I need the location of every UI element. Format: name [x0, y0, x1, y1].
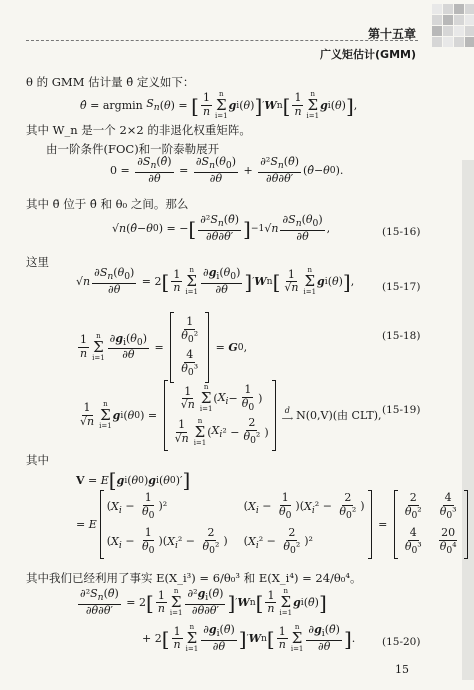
equation-15-20-line2: + 2 [ $\frac{1}{n}$ n Σ i=1 $\frac{\partial g_i(\thetā)}{\partial\theta}$ ] ′ W n [ $\frac{1}{n}$ n Σ i=1 $\frac{\partial g_i(\thetā)}{\partial\theta}$ ] . [142, 623, 356, 654]
equation-v-def: V = E [ g i ( θ 0 ) g i ( θ 0 )′ ] [76, 468, 191, 492]
equation-15-20-line1: $\frac{\partial^2S_n(\thetā)}{\partial\theta\partial\theta'}$ = 2 [ $\frac{1}{n}$ n Σ i=1 $\frac{\partial^2g_i(\thetā)}{\partial\theta\partial\theta'}$ ] ′ W n [ $\frac{1}{n}$ n Σ i=1 g i ( θ̄ ) ] [80, 587, 327, 618]
theta-bar-text: 其中 θ̄ 位于 θ̂ 和 θ₀ 之间。那么 [26, 197, 189, 211]
equation-15-17: √ n $\frac{\partial S_n(\theta_0)}{\partial\theta}$ = 2 [ $\frac{1}{n}$ n Σ i=1 $\frac{\partial g_i(\theta_0)}{\partial\theta}$ ] ′ W n [ $\frac{1}{√n}$ n Σ i=1 g i ( θ ) ] , [76, 266, 355, 297]
here-text: 这里 [26, 255, 49, 269]
foc-text: 由一阶条件(FOC)和一阶泰勒展开 [46, 142, 220, 156]
chapter-subtitle: 广义矩估计(GMM) [320, 48, 416, 61]
chapter-title: 第十五章 [367, 27, 416, 41]
clt-note: N(0,V)(由 CLT), [296, 409, 382, 423]
where-text: 其中 [26, 453, 49, 467]
equation-number-15-19: (15-19) [382, 404, 421, 416]
equation-15-19: $\frac{1}{√n}$ n Σ i=1 g i ( θ 0 ) = $\frac{1}{√n}$ n Σ i=1 ( $X_i$ − $\frac{1}{\theta_0}$ ) $\frac{1}{√n}$ n Σ i=1 ( $X_i$ ² − $\frac{2}{\theta_0^2}$ ) d ⟶ N(0,V)(由 CLT), [76, 380, 381, 451]
equation-taylor: 0 = $\frac{\partial S_n(\thetâ)}{\partial\theta}$ = $\frac{\partial S_n(\theta_0)}{\partial\theta}$ + $\frac{\partial^2S_n(\thetā)}{\partial\theta\partial\theta'}$ ( θ̂ − θ 0 ). [110, 155, 344, 185]
equation-gmm-def: θ̂ = argmin $S_n$ ( θ ) = [ $\frac{1}{n}$ n Σ i=1 g i ( θ ) ] ′ W n [ $\frac{1}{n}$ n Σ i=1 g i ( θ ) ] , [80, 90, 358, 120]
equation-15-18: $\frac{1}{n}$ n Σ i=1 $\frac{\partial g_i(\theta_0)}{\partial\theta}$ = $\frac{1}{\theta_0^2}$ $\frac{4}{\theta_0^3}$ = G 0 , [76, 312, 247, 383]
equation-v-matrix: = E ($X_i$ − $\frac{1}{\theta_0}$ )² ($X_i$ − $\frac{1}{\theta_0}$ )($X_i^2$ − $\frac{2}{\theta_0^2}$ ) ($X_i$ − $\frac{1}{\theta_0}$ )($X_i^2$ − $\frac{2}{\theta_0^2}$ ) ($X_i^2$ − $\frac{2}{\theta_0^2}$ )² = $\frac{2}{\theta_0^2}$ $\frac{4}{\theta_0^3}$ $\frac{4}{\theta_0^3}$ $\frac{20}{\theta_0^4}$ [76, 490, 471, 559]
equation-number-15-20: (15-20) [382, 636, 421, 648]
used-fact-text: 其中我们已经利用了事实 E(X_i³) = 6/θ₀³ 和 E(X_i⁴) = 24/θ₀⁴。 [26, 571, 362, 585]
page-number: 15 [395, 663, 409, 676]
equation-number-15-17: (15-17) [382, 281, 421, 293]
corner-decoration [430, 0, 474, 690]
intro-text: θ 的 GMM 估计量 θ̂ 定义如下： [26, 75, 195, 89]
weight-matrix-text: 其中 W_n 是一个 2×2 的非退化权重矩阵。 [26, 123, 251, 137]
equation-15-16: √ n ( θ̂ − θ 0 ) = − [ $\frac{\partial^2S_n(\thetā)}{\partial\theta\partial\theta'}$ ] −1 √ n $\frac{\partial S_n(\theta_0)}{\partial\theta}$ , [112, 213, 331, 243]
equation-number-15-16: (15-16) [382, 226, 421, 238]
equation-number-15-18: (15-18) [382, 330, 421, 342]
header-rule [26, 40, 418, 41]
